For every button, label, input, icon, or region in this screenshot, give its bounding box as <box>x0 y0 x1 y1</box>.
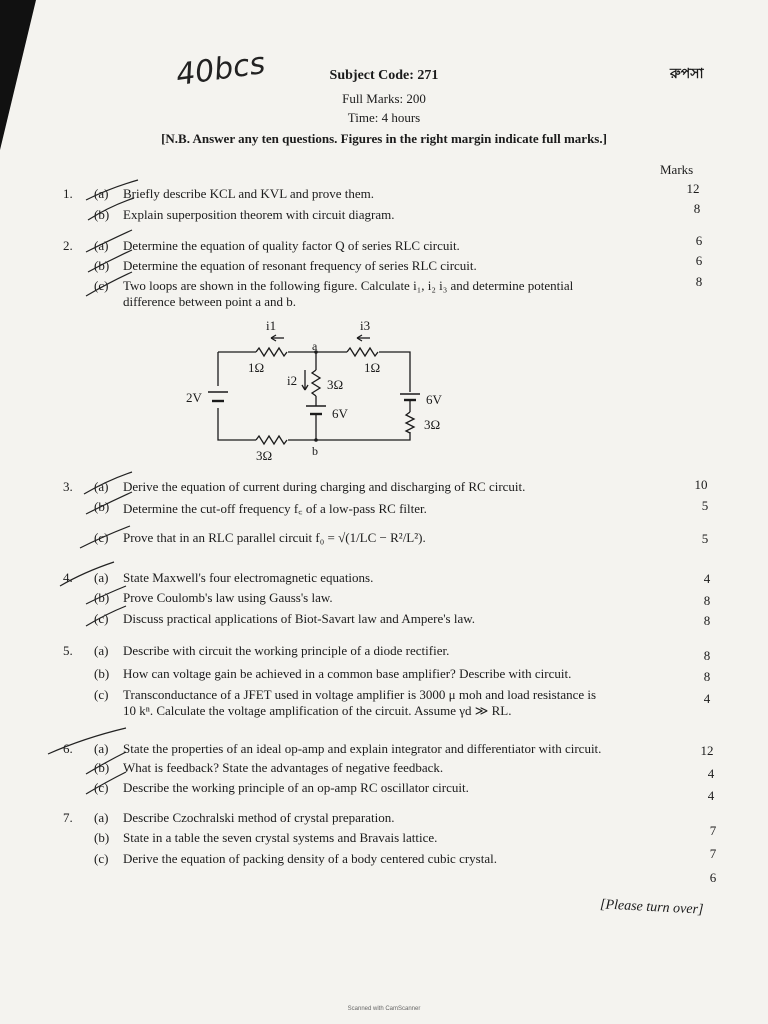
question-marks: 8 <box>703 593 711 608</box>
question-marks: 6 <box>695 233 703 248</box>
part-label: (b) <box>94 830 110 845</box>
part-label: (a) <box>94 238 109 253</box>
question-marks: 5 <box>701 498 709 513</box>
voltage-label-middle: 6V <box>332 406 348 421</box>
question-text: Briefly describe KCL and KVL and prove them. <box>123 186 375 201</box>
question-marks: 8 <box>693 201 701 216</box>
question-text: Determine the equation of quality factor Q of series RLC circuit. <box>123 238 460 253</box>
node-b-label: b <box>312 444 318 458</box>
part-label: (c) <box>94 611 109 626</box>
current-label-i2: i2 <box>287 373 298 388</box>
resistor-label-left-top: 1Ω <box>248 360 265 375</box>
part-label: (b) <box>94 590 110 605</box>
handwritten-note: 40bcs <box>173 45 268 94</box>
question-text: State in a table the seven crystal systems and Bravais lattice. <box>123 830 438 845</box>
question-text: Derive the equation of packing density of a body centered cubic crystal. <box>123 851 497 866</box>
question-marks: 10 <box>694 477 708 492</box>
bengali-stamp: রুপসা <box>670 66 704 82</box>
current-label-i3: i3 <box>360 318 371 333</box>
part-label: (a) <box>94 810 109 825</box>
part-label: (c) <box>94 780 109 795</box>
resistor-label-middle: 3Ω <box>327 377 344 392</box>
question-marks: 7 <box>709 846 717 861</box>
part-label: (a) <box>94 479 109 494</box>
resistor-label-bottom: 3Ω <box>256 448 273 463</box>
question-number: 4. <box>63 570 73 585</box>
part-label: (a) <box>94 741 109 756</box>
question-text: Determine the cut-off frequency f꜀ of a low-pass RC filter. <box>123 501 427 516</box>
question-marks: 8 <box>695 274 703 289</box>
resistor-label-right-top: 1Ω <box>364 360 381 375</box>
voltage-label-right: 6V <box>426 392 442 407</box>
part-label: (c) <box>94 851 109 866</box>
question-text: How can voltage gain be achieved in a common base amplifier? Describe with circuit. <box>123 666 572 681</box>
part-label: (a) <box>94 570 109 585</box>
question-marks: 8 <box>703 669 711 684</box>
question-number: 1. <box>63 186 73 201</box>
question-number: 3. <box>63 479 73 494</box>
question-marks: 5 <box>701 531 709 546</box>
part-label: (a) <box>94 643 109 658</box>
question-text: State the properties of an ideal op-amp and explain integrator and differentiator with circuit. <box>123 741 602 756</box>
current-label-i1: i1 <box>266 318 277 333</box>
question-marks: 4 <box>707 766 715 781</box>
question-text: What is feedback? State the advantages of negative feedback. <box>123 760 444 775</box>
question-text: Derive the equation of current during charging and discharging of RC circuit. <box>123 479 526 494</box>
question-number: 5. <box>63 643 73 658</box>
question-marks: 4 <box>707 788 715 803</box>
time: Time: 4 hours <box>347 110 421 125</box>
question-text: Determine the equation of resonant frequency of series RLC circuit. <box>123 258 477 273</box>
node-a-label: a <box>312 339 318 353</box>
question-text-continued: 10 kⁿ. Calculate the voltage amplification of the circuit. Assume γd ≫ RL. <box>123 703 512 718</box>
question-marks: 4 <box>703 571 711 586</box>
question-marks: 12 <box>700 743 714 758</box>
part-label: (c) <box>94 278 109 293</box>
voltage-label-left: 2V <box>186 390 202 405</box>
part-label: (b) <box>94 258 110 273</box>
question-text: Transconductance of a JFET used in voltage amplifier is 3000 μ moh and load resistance is <box>123 687 597 702</box>
question-text: Describe Czochralski method of crystal preparation. <box>123 810 395 825</box>
part-label: (b) <box>94 666 110 681</box>
part-label: (b) <box>94 499 110 514</box>
question-number: 6. <box>63 741 73 756</box>
question-text: State Maxwell's four electromagnetic equations. <box>123 570 374 585</box>
part-label: (c) <box>94 530 109 545</box>
part-label: (a) <box>94 186 109 201</box>
question-marks: 12 <box>686 181 700 196</box>
please-turn-over: [Please turn over] <box>599 897 704 918</box>
question-text-continued: difference between point a and b. <box>123 294 297 309</box>
question-text: Prove Coulomb's law using Gauss's law. <box>123 590 333 605</box>
question-text: Describe the working principle of an op-amp RC oscillator circuit. <box>123 780 469 795</box>
question-marks: 7 <box>709 823 717 838</box>
question-text: Two loops are shown in the following figure. Calculate i₁, i₂ i₃ and determine potential <box>123 278 574 293</box>
question-number: 7. <box>63 810 73 825</box>
part-label: (b) <box>94 760 110 775</box>
part-label: (b) <box>94 207 110 222</box>
subject-code: Subject Code: 271 <box>329 68 439 83</box>
question-marks: 6 <box>709 870 717 885</box>
part-label: (c) <box>94 687 109 702</box>
marks-header: Marks <box>660 162 694 177</box>
full-marks: Full Marks: 200 <box>342 91 426 106</box>
question-marks: 8 <box>703 613 711 628</box>
question-text: Discuss practical applications of Biot-Savart law and Ampere's law. <box>123 611 476 626</box>
question-text: Describe with circuit the working principle of a diode rectifier. <box>123 643 450 658</box>
scanner-watermark: Scanned with CamScanner <box>347 1006 421 1012</box>
question-marks: 6 <box>695 253 703 268</box>
resistor-label-right: 3Ω <box>424 417 441 432</box>
question-marks: 4 <box>703 691 711 706</box>
instructions-note: [N.B. Answer any ten questions. Figures in the right margin indicate full marks.] <box>161 131 607 146</box>
question-text: Explain superposition theorem with circuit diagram. <box>123 207 395 222</box>
question-text: Prove that in an RLC parallel circuit f₀ = √(1/LC − R²/L²). <box>123 530 426 545</box>
question-marks: 8 <box>703 648 711 663</box>
question-number: 2. <box>63 238 73 253</box>
